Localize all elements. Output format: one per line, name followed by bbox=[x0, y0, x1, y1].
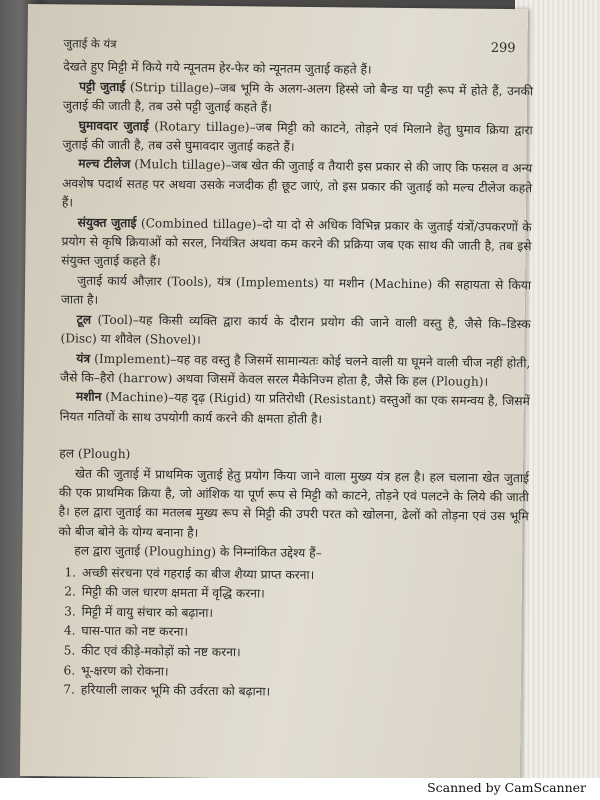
list-item: 5. कीट एवं कीड़े-मकोड़ों को नष्ट करना। bbox=[79, 642, 527, 666]
machine-text: (Machine)–यह दृढ़ (Rigid) या प्रतिरोधी (Resistant) वस्तुओं का एक समन्वय है, जिसमें नियत गतियों के साथ उपयोगी कार्य करने की क्षमता होती है। bbox=[59, 390, 530, 426]
combined-tillage-paragraph bbox=[61, 213, 532, 276]
rotary-tillage-term: घुमावदार जुताई bbox=[78, 118, 149, 133]
list-item: 4. घास-पात को नष्ट करना। bbox=[79, 622, 527, 646]
tool-text: (Tool)–यह किसी व्यक्ति द्वारा कार्य के दौरान प्रयोग की जाने वाली वस्तु है, जैसे कि–डिस्क (Disc) या शौवेल (Shovel)। bbox=[60, 312, 531, 347]
objectives-intro: हल द्वारा जुताई (Ploughing) के निम्नांकित उद्देश्य हैं– bbox=[74, 543, 322, 561]
list-item: 7. हरियाली लाकर भूमि की उर्वरता को बढ़ाना। bbox=[79, 681, 527, 705]
page-number: 299 bbox=[490, 40, 516, 57]
implement-term: यंत्र bbox=[76, 351, 91, 366]
strip-tillage-text: (Strip tillage)–जब भूमि के अलग-अलग हिस्से जो बैन्ड या पट्टी रूप में होते हैं, उनकी जुताई की जाती है, तब उसे पट्टी जुताई कहते हैं। bbox=[62, 79, 534, 115]
tools-intro-paragraph: जुताई कार्य औज़ार (Tools), यंत्र (Implements) या मशीन (Machine) की सहायता से किया जाता है। bbox=[60, 273, 532, 308]
tool-term: टूल bbox=[76, 312, 92, 327]
mulch-tillage-text: (Mulch tillage)–जब खेत की जुताई व तैयारी इस प्रकार से की जाए कि फसल व अन्य अवशेष पदार्थ सतह पर अथवा उसके नजदीक ही छूट जाएं, तो इस प्रकार की जुताई को मल्च टीलेज कहते हैं। bbox=[61, 157, 533, 210]
scanner-footer bbox=[0, 778, 600, 800]
implement-text: (Implement)–यह वह वस्तु है जिसमें सामान्यतः कोई चलने वाली या घूमने वाली चीज नहीं होती, जैसे कि–हैरो (harrow) अथवा जिसमें केवल सरल मैकेनिज्म होता है, जैसे कि हल (Plough)। bbox=[60, 351, 531, 389]
strip-tillage-paragraph bbox=[63, 77, 533, 121]
objectives-list bbox=[57, 563, 528, 705]
list-item: 3. मिट्टी में वायु संचार को बढ़ाना। bbox=[80, 602, 528, 626]
machine-paragraph bbox=[60, 388, 530, 432]
page-header bbox=[63, 34, 533, 58]
list-item: 6. भू-क्षरण को रोकना। bbox=[79, 661, 527, 685]
intro-paragraph: देखते हुए मिट्टी में किये गये न्यूनतम हेर-फेर को न्यूनतम जुताई कहते हैं। bbox=[63, 59, 372, 78]
mulch-tillage-term: मल्च टीलेज bbox=[78, 156, 131, 172]
page-content bbox=[57, 34, 534, 705]
list-item: 1. अच्छी संरचना एवं गहराई का बीज शैय्या प्राप्त करना। bbox=[80, 563, 528, 587]
book-page bbox=[20, 4, 534, 781]
plough-paragraph: खेत की जुताई में प्राथमिक जुताई हेतु प्रयोग किया जाने वाला मुख्य यंत्र हल है। हल चलाना खेत जुताई की एक प्राथमिक क्रिया है, जो आंशिक या पूर्ण रूप से मिट्टी को काटने, तोड़ने एवं पलटने के लिये की जाती है। हल द्वारा जुताई का मतलब मुख्य रूप से मिट्टी की उपरी परत को खोलना, ढेलों को तोड़ना एवं उस भूमि को बीज बोने के योग्य बनाना है। bbox=[58, 466, 530, 540]
combined-tillage-text: (Combined tillage)–दो या दो से अधिक विभिन्न प्रकार के जुताई यंत्रों/उपकरणों के प्रयोग से कृषि क्रियाओं को सरल, नियंत्रित अथवा कम करने की प्रक्रिया जब एक साथ की जाती है, तब इसे संयुक्त जुताई कहते हैं। bbox=[61, 215, 532, 269]
machine-term: मशीन bbox=[75, 389, 102, 405]
rotary-tillage-text: (Rotary tillage)–जब मिट्टी को काटने, तोड़ने एवं मिलाने हेतु घुमाव क्रिया द्वारा जुताई की जाती है, तब उसे घुमावदार जुताई कहते हैं। bbox=[62, 118, 533, 154]
combined-tillage-term: संयुक्त जुताई bbox=[77, 215, 137, 230]
strip-tillage-term: पट्टी जुताई bbox=[79, 79, 126, 94]
running-title: जुताई के यंत्र bbox=[63, 36, 117, 51]
tool-paragraph bbox=[60, 310, 530, 354]
list-item: 2. मिट्टी की जल धारण क्षमता में वृद्धि करना। bbox=[80, 583, 528, 607]
mulch-tillage-paragraph bbox=[62, 155, 533, 218]
scanner-watermark: Scanned by CamScanner bbox=[427, 780, 586, 795]
rotary-tillage-paragraph bbox=[62, 116, 532, 160]
implement-paragraph bbox=[60, 349, 530, 393]
plough-section-title: हल (Plough) bbox=[59, 446, 131, 462]
